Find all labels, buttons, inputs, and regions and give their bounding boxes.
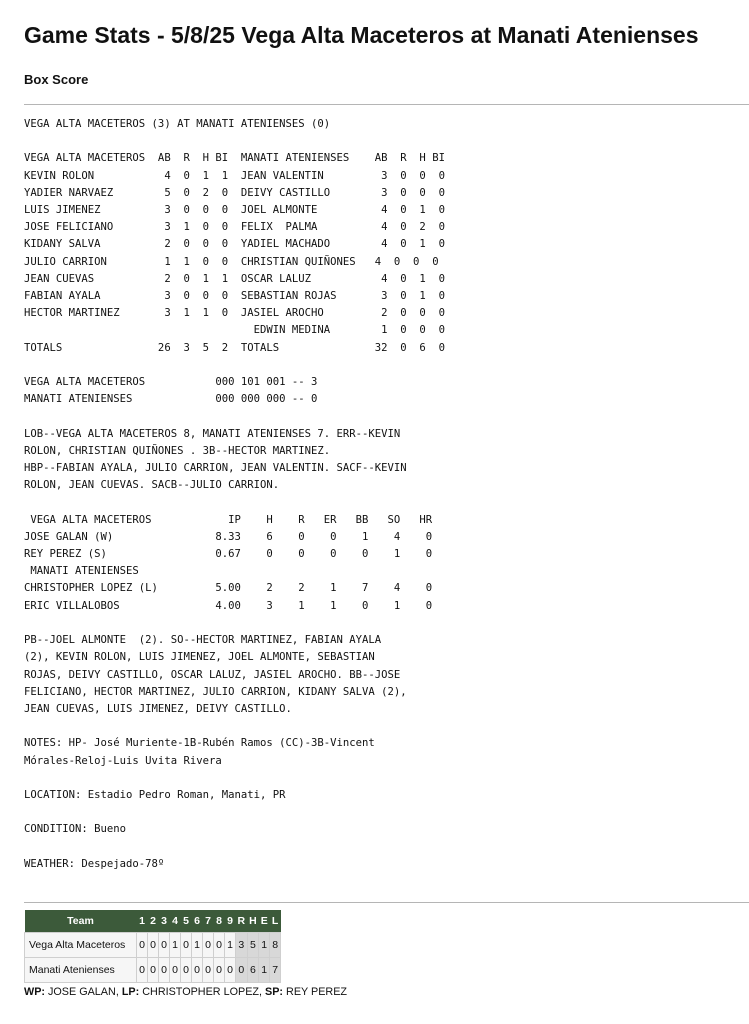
inning-cell: 0 — [148, 933, 159, 958]
lob-cell: 8 — [270, 933, 281, 958]
lob-header: L — [270, 910, 281, 933]
team-name: Vega Alta Maceteros — [25, 933, 137, 958]
inning-header: 6 — [192, 910, 203, 933]
bottom-divider — [24, 902, 749, 903]
inning-cell: 0 — [137, 958, 148, 983]
sp-label: SP: — [265, 986, 284, 998]
inning-cell: 0 — [181, 933, 192, 958]
inning-cell: 0 — [148, 958, 159, 983]
hits-cell: 5 — [247, 933, 259, 958]
runs-header: R — [236, 910, 248, 933]
lp-label: LP: — [121, 986, 140, 998]
inning-cell: 1 — [225, 933, 236, 958]
lob-cell: 7 — [270, 958, 281, 983]
inning-header: 1 — [137, 910, 148, 933]
pitching-summary: WP: JOSE GALAN, LP: CHRISTOPHER LOPEZ, SP: REY PEREZ — [24, 986, 348, 998]
errors-cell: 1 — [259, 958, 270, 983]
errors-header: E — [259, 910, 270, 933]
inning-cell: 0 — [214, 958, 225, 983]
inning-header: 5 — [181, 910, 192, 933]
page-title: Game Stats - 5/8/25 Vega Alta Maceteros at Manati Atenienses — [24, 22, 699, 48]
save-pitcher: REY PEREZ — [286, 986, 348, 998]
inning-cell: 0 — [203, 933, 214, 958]
inning-header: 2 — [148, 910, 159, 933]
box-score-text: VEGA ALTA MACETEROS (3) AT MANATI ATENIENSES (0) VEGA ALTA MACETEROS AB R H BI MANATI ATENIENSES AB R H BI KEVIN ROLON 4 0 1 1 JEAN VALENTIN 3 0 0 0 YADIER NARVAEZ 5 0 2 0 DEIVY CASTILLO 3 0 0 0 LUIS JIMENEZ 3 0 0 0 JOEL ALMONTE 4 0 1 0 JOSE FELICIANO 3 1 0 0 FELIX PALMA 4 0 2 0 KIDANY SALVA 2 0 0 0 YADIEL MACHADO 4 0 1 0 JULIO CARRION 1 1 0 0 CHRISTIAN QUIÑONES 4 0 0 0 JEAN CUEVAS 2 0 1 1 OSCAR LALUZ 4 0 1 0 FABIAN AYALA 3 0 0 0 SEBASTIAN ROJAS 3 0 1 0 HECTOR MARTINEZ 3 1 1 0 JASIEL AROCHO 2 0 0 0 EDWIN MEDINA 1 0 0 0 TOTALS 26 3 5 2 TOTALS 32 0 6 0 VEGA ALTA MACETEROS 000 101 001 -- 3 MANATI ATENIENSES 000 000 000 -- 0 LOB--VEGA ALTA MACETEROS 8, MANATI ATENIENSES 7. ERR--KEVIN ROLON, CHRISTIAN QUIÑONES . 3B--HECTOR MARTINEZ. HBP--FABIAN AYALA, JULIO CARRION, JEAN VALENTIN. SACF--KEVIN ROLON, JEAN CUEVAS. SACB--JULIO CARRION. VEGA ALTA MACETEROS IP H R ER BB SO HR JOSE GALAN (W) 8.33 6 0 0 1 4 0 REY PEREZ (S) 0.67 0 0 0 0 1 0 MANATI ATENIENSES CHRISTOPHER LOPEZ (L) 5.00 2 2 1 7 4 0 ERIC VILLALOBOS 4.00 3 1 1 0 1 0 PB--JOEL ALMONTE (2). SO--HECTOR MARTINEZ, FABIAN AYALA (2), KEVIN ROLON, LUIS JIMENEZ, JOEL ALMONTE, SEBASTIAN ROJAS, DEIVY CASTILLO, OSCAR LALUZ, JASIEL AROCHO. BB--JOSE FELICIANO, HECTOR MARTINEZ, JULIO CARRION, KIDANY SALVA (2), JEAN CUEVAS, LUIS JIMENEZ, DEIVY CASTILLO. NOTES: HP- José Muriente-1B-Rubén Ramos (CC)-3B-Vincent Mórales-Reloj-Luis Uvita Rivera LOCATION: Estadio Pedro Roman, Manati, PR CONDITION: Bueno WEATHER: Despejado-78º — [24, 118, 445, 870]
hits-header: H — [247, 910, 259, 933]
team-name: Manati Atenienses — [25, 958, 137, 983]
inning-cell: 0 — [203, 958, 214, 983]
top-divider — [24, 104, 749, 105]
inning-header: 9 — [225, 910, 236, 933]
inning-cell: 0 — [181, 958, 192, 983]
linescore-header-row — [25, 910, 281, 933]
inning-header: 3 — [159, 910, 170, 933]
runs-cell: 3 — [236, 933, 248, 958]
errors-cell: 1 — [259, 933, 270, 958]
inning-cell: 1 — [192, 933, 203, 958]
runs-cell: 0 — [236, 958, 248, 983]
inning-cell: 0 — [214, 933, 225, 958]
inning-cell: 0 — [159, 958, 170, 983]
linescore-table — [24, 910, 281, 983]
inning-header: 7 — [203, 910, 214, 933]
wp-label: WP: — [24, 986, 45, 998]
team-column-header: Team — [25, 910, 137, 933]
losing-pitcher: CHRISTOPHER LOPEZ — [142, 986, 260, 998]
inning-header: 8 — [214, 910, 225, 933]
inning-header: 4 — [170, 910, 181, 933]
inning-cell: 0 — [170, 958, 181, 983]
page-subtitle: Box Score — [24, 72, 89, 87]
inning-cell: 0 — [159, 933, 170, 958]
inning-cell: 0 — [192, 958, 203, 983]
table-row — [25, 933, 281, 958]
inning-cell: 0 — [225, 958, 236, 983]
inning-cell: 1 — [170, 933, 181, 958]
hits-cell: 6 — [247, 958, 259, 983]
winning-pitcher: JOSE GALAN — [48, 986, 116, 998]
inning-cell: 0 — [137, 933, 148, 958]
table-row — [25, 958, 281, 983]
